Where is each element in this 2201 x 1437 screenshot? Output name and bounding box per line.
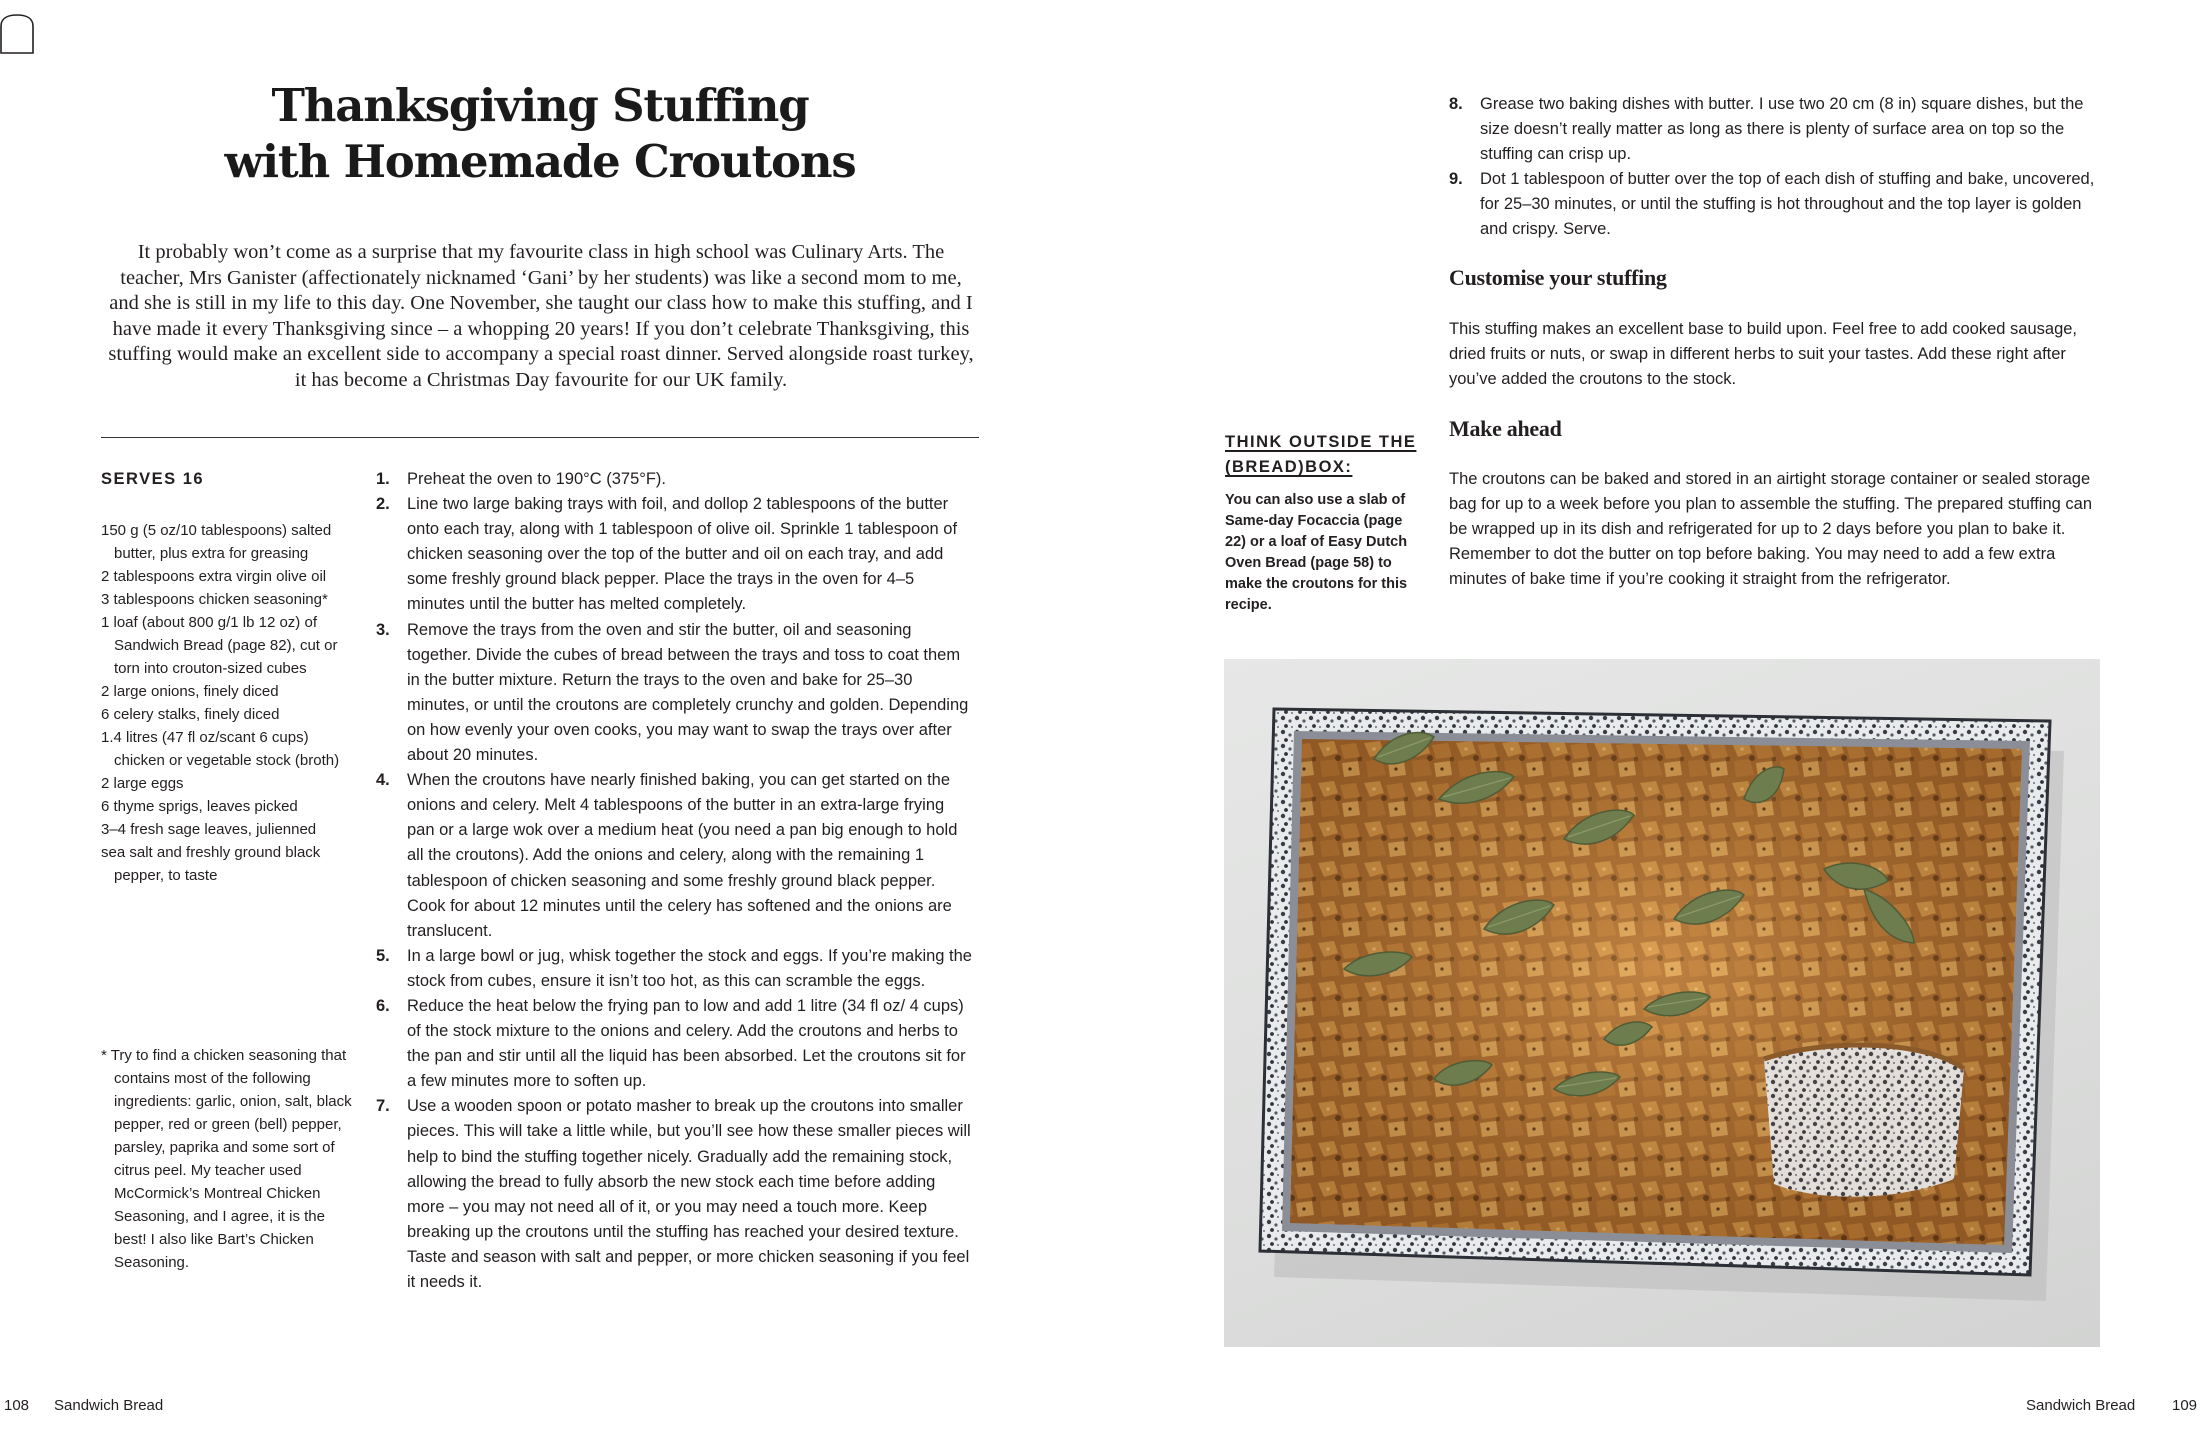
ingredient-item: 2 tablespoons extra virgin olive oil [101, 568, 327, 585]
customise-text: This stuffing makes an excellent base to build upon. Feel free to add cooked sausage, dried fruits or nuts, or swap in different herbs to suit your tastes. Add these right after you’ve added the croutons to the stock. [1449, 320, 2078, 389]
ingredient-item: 3 tablespoons chicken seasoning* [101, 591, 328, 608]
method-steps-left [376, 467, 976, 1295]
ingredients-list [101, 519, 341, 887]
step-number: 5. [376, 946, 390, 965]
running-footer-right: Sandwich Bread [2026, 1397, 2136, 1414]
section-divider [101, 437, 979, 438]
bread-slice-icon [0, 14, 34, 54]
method-step [376, 944, 976, 994]
ingredient-item: sea salt and freshly ground black pepper, to taste [101, 844, 321, 884]
method-step [376, 467, 976, 492]
ingredient-item: 6 celery stalks, finely diced [101, 706, 280, 723]
step-text: Use a wooden spoon or potato masher to break up the croutons into smaller pieces. This will take a little while, but you’ll see how these smaller pieces will help to bind the stuffing together nicely. Gradually add the remaining stock, allowing the bread to fully absorb the new stock each time before adding more – you may not need all of it, or you may need a touch more. Keep breaking up the croutons until the stuffing has reached your desired texture. Taste and season with salt and pepper, or more chicken seasoning if you feel it needs it. [407, 1097, 971, 1291]
ingredient-item: 3–4 fresh sage leaves, julienned [101, 821, 317, 838]
step-number: 1. [376, 470, 390, 488]
method-steps-right [1449, 92, 2099, 243]
step-text: When the croutons have nearly finished baking, you can get started on the onions and celery. Melt 4 tablespoons of the butter in an extra-large frying pan or a large wok over a medium heat (you need a pan big enough to hold all the croutons). Add the onions and celery, along with the remaining 1 tablespoon of chicken seasoning and some freshly ground black pepper. Cook for about 12 minutes until the celery has softened and the onions are translucent. [407, 771, 958, 940]
make-ahead-heading: Make ahead [1449, 416, 1562, 441]
step-text: Line two large baking trays with foil, and dollop 2 tablespoons of the butter onto each tray, along with 1 tablespoon of olive oil. Sprinkle 1 tablespoon of chicken seasoning over the top of the butter and oil on each tray, and add some freshly ground black pepper. Place the trays in the oven for 4–5 minutes until the butter has melted completely. [407, 495, 958, 614]
method-step [376, 768, 976, 944]
ingredient-item: 1.4 litres (47 fl oz/scant 6 cups) chicken or vegetable stock (broth) [101, 729, 340, 769]
method-step [376, 492, 976, 617]
ingredient-item: 2 large onions, finely diced [101, 683, 279, 700]
step-number: 9. [1449, 170, 1463, 189]
method-step [1449, 167, 2099, 242]
sidebar-title: THINK OUTSIDE THE (BREAD)BOX: [1225, 433, 1417, 476]
step-number: 6. [376, 996, 390, 1015]
recipe-intro: It probably won’t come as a surprise that my favourite class in high school was Culinary Arts. The teacher, Mrs Ganister (affectionately nicknamed ‘Gani’ by her students) was like a second mom to me, and she is still in my life to this day. One November, she taught our class how to make this stuffing, and I have made it every Thanksgiving since – a whopping 20 years! If you don’t celebrate Thanksgiving, this stuffing would make an excellent side to accompany a special roast dinner. Served alongside roast turkey, it has become a Christmas Day favourite for our UK family. [108, 241, 974, 391]
stuffing-photo [1224, 659, 2100, 1347]
step-text: Preheat the oven to 190°C (375°F). [407, 470, 667, 488]
method-step [376, 1094, 976, 1295]
step-number: 8. [1449, 95, 1463, 113]
method-step [376, 618, 976, 769]
sidebar-text: You can also use a slab of Same-day Focaccia (page 22) or a loaf of Easy Dutch Oven Bread (page 58) to make the croutons for this recipe. [1225, 492, 1408, 613]
step-text: Reduce the heat below the frying pan to low and add 1 litre (34 fl oz/ 4 cups) of the stock mixture to the onions and celery. Add the croutons and herbs to the pan and stir until all the liquid has been absorbed. Let the croutons sit for a few minutes more to soften up. [407, 996, 966, 1091]
recipe-title-line1: Thanksgiving Stuffing [271, 79, 809, 132]
ingredient-item: 2 large eggs [101, 775, 184, 792]
step-number: 2. [376, 495, 390, 514]
step-number: 7. [376, 1097, 390, 1116]
method-step [376, 994, 976, 1094]
make-ahead-text: The croutons can be baked and stored in an airtight storage container or sealed storage bag for up to a week before you plan to assemble the stuffing. The prepared stuffing can be wrapped up in its dish and refrigerated for up to 2 days before you plan to bake it. Remember to dot the butter on top before baking. You may need to add a few extra minutes of bake time if you’re cooking it straight from the refrigerator. [1449, 470, 2093, 589]
seasoning-footnote: * Try to find a chicken seasoning that contains most of the following ingredients: garlic, onion, salt, black pepper, red or green (bell) pepper, parsley, paprika and some sort of citrus peel. My teacher used McCormick’s Montreal Chicken Seasoning, and I agree, it is the best! I also like Bart’s Chicken Seasoning. [101, 1047, 352, 1271]
page-number-right: 109 [2172, 1397, 2198, 1414]
recipe-title [220, 78, 860, 190]
page-number-left: 108 [4, 1397, 30, 1414]
ingredient-item: 1 loaf (about 800 g/1 lb 12 oz) of Sandwich Bread (page 82), cut or torn into crouton-sized cubes [101, 614, 338, 677]
ingredient-item: 6 thyme sprigs, leaves picked [101, 798, 298, 815]
step-number: 4. [376, 771, 390, 790]
step-text: Grease two baking dishes with butter. I use two 20 cm (8 in) square dishes, but the size doesn’t really matter as long as there is plenty of surface area on top so the stuffing can crisp up. [1480, 95, 2084, 164]
customise-heading: Customise your stuffing [1449, 265, 1667, 290]
step-number: 3. [376, 620, 390, 639]
step-text: In a large bowl or jug, whisk together the stock and eggs. If you’re making the stock from cubes, ensure it isn’t too hot, as this can scramble the eggs. [407, 946, 972, 990]
step-text: Dot 1 tablespoon of butter over the top of each dish of stuffing and bake, uncovered, for 25–30 minutes, or until the stuffing is hot throughout and the top layer is golden and crispy. Serve. [1480, 170, 2095, 239]
running-footer-left: Sandwich Bread [54, 1397, 164, 1414]
stuffing-dish-illustration [1224, 659, 2100, 1347]
recipe-title-line2: with Homemade Croutons [224, 135, 856, 188]
step-text: Remove the trays from the oven and stir the butter, oil and seasoning together. Divide the cubes of bread between the trays and toss to coat them in the butter mixture. Return the trays to the oven and bake for 25–30 minutes, or until the croutons are completely crunchy and golden. Depending on how evenly your oven cooks, you may want to swap the trays over after about 20 minutes. [407, 620, 969, 765]
ingredient-item: 150 g (5 oz/10 tablespoons) salted butter, plus extra for greasing [101, 522, 332, 562]
serves-label: SERVES 16 [101, 470, 205, 488]
method-step [1449, 92, 2099, 167]
